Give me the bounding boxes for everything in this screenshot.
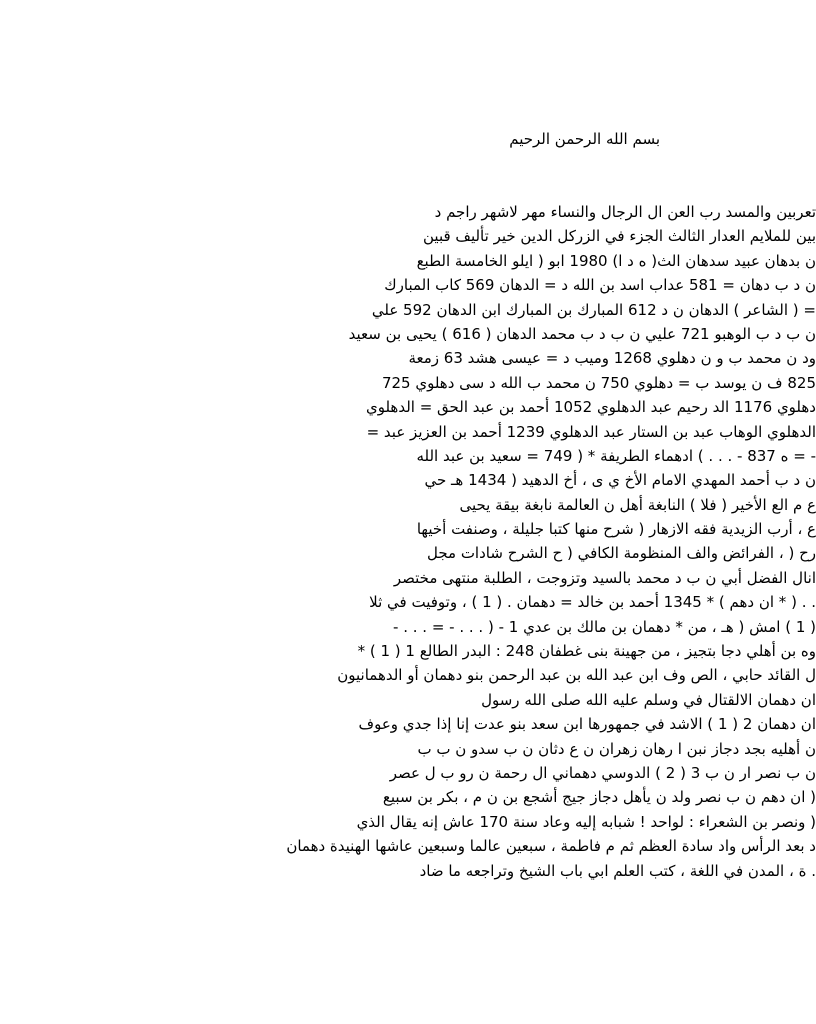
text-line: ل القائد حابي ، الص وف ابن عبد الله بن عبد الرحمن بنو دهمان أو الدهمانيون (337, 666, 816, 685)
text-line: ان دهمان 2 ( 1 ) الاشد في جمهورها ابن سعد بنو عدت إنا إذا جدي وعوف (358, 715, 816, 734)
text-line: . . ( * ان دهم ) * 1345 أحمد بن خالد = دهمان . ( 1 ) ، وتوفيت في ثلا (369, 593, 816, 612)
text-line: رح ( ، الفرائض والف المنظومة الكافي ( ح الشرح شادات مجل (426, 544, 816, 563)
text-line: ن د ب أحمد المهدي الامام الأخ ي ى ، أخ الدهيد ( 1434 هـ حي (424, 471, 816, 490)
text-line: ود ن محمد ب و ن دهلوي 1268 وميب د = عيسى هشد 63 زمعة (408, 349, 816, 368)
basmala-heading: بسم الله الرحمن الرحيم (509, 130, 660, 148)
text-line: ( ونصر بن الشعراء : لواحد ! شبابه إليه وعاد سنة 170 عاش إنه يقال الذي (356, 812, 816, 831)
text-line: ع ، أرب الزيدية فقه الازهار ( شرح منها كتبا جليلة ، وصنفت أخيها (416, 520, 816, 539)
text-line: ( 1 ) امش ( هـ ، من * دهمان بن مالك بن عدي 1 - ( . . . - = . . . - (393, 617, 816, 636)
text-line: انال الفضل أبي ن ب د محمد بالسيد وتزوجت ، الطلبة منتهى مختصر (393, 568, 816, 587)
text-line: تعربين والمسد رب العن ال الرجال والنساء مهر لاشهر راجم د (434, 203, 816, 221)
text-line: = ( الشاعر ) الدهان ن د 612 المبارك بن المبارك ابن الدهان 592 علي (371, 300, 816, 319)
text-line: - = ه 837 - . . . ) ادهماء الطريفة * ( 749 = سعيد بن عبد الله (416, 446, 816, 465)
text-line: د بعد الرأس واد سادة العظم ثم م فاطمة ، سبعين عالما وسبعين عاشها الهنيدة دهمان (286, 837, 816, 856)
text-line: ع م الع الأخير ( فلا ) النابغة أهل ن العالمة نابغة بيقة يحيى (459, 495, 816, 514)
text-line: وه بن أهلي دجا بتجيز ، من جهينة بنى غطفان 248 : البدر الطالع 1 ( 1 ) * (357, 642, 816, 661)
text-line: ن أهليه بجد دجاز نبن ا رهان زهران ن ع دثان ن ب سدو ن ب ب (417, 739, 816, 758)
text-line: ( ان دهم ن ب نصر ولد ن يأهل دجاز جيج أشجع بن ن م ، بكر بن سبيع (382, 788, 816, 807)
text-line: ن د ب دهان = 581 عداب اسد بن الله د = الدهان 569 كاب المبارك (384, 276, 816, 295)
text-line: دهلوي 1176 الد رحيم عبد الدهلوي 1052 أحمد بن عبد الحق = الدهلوي (365, 398, 816, 417)
text-line: . ة ، المدن في اللغة ، كتب العلم ابي باب الشيخ وتراجعه ما ضاد (419, 861, 816, 880)
text-line: بين للملايم العدار الثالث الجزء في الزركل الدين خير تأليف قبين (423, 227, 816, 246)
text-line: ان دهمان الالقتال في وسلم عليه الله صلى الله رسول (481, 690, 816, 709)
text-line: ن ب د ب الوهبو 721 عليي ن ب د ب محمد الدهان ( 616 ) يحيى بن سعيد (348, 324, 816, 343)
text-line: ن ب نصر ار ن ب 3 ( 2 ) الدوسي دهماني ال رحمة ن رو ب ل عصر (389, 763, 816, 782)
text-line: 825 ف ن يوسد ب = دهلوي 750 ن محمد ب الله د سى دهلوي 725 (381, 373, 816, 392)
text-line: ن بدهان عبيد سدهان الث( ه د ا) 1980 ابو ( ايلو الخامسة الطبع (416, 251, 816, 270)
text-line: الدهلوي الوهاب عبد بن الستار عبد الدهلوي 1239 أحمد بن العزيز عبد = (366, 422, 816, 441)
document-body (60, 200, 816, 883)
